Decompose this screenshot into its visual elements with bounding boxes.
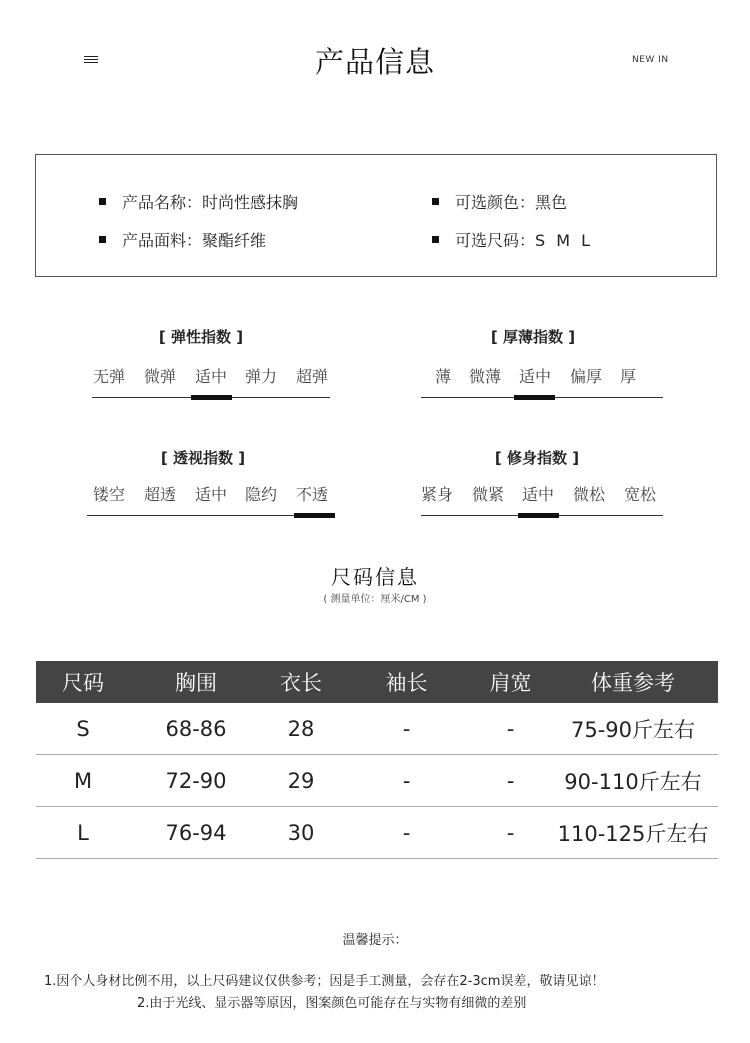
table-header-cell: 肩宽 [473,661,548,703]
table-cell: - [340,755,473,807]
info-label: 可选颜色： [455,193,536,212]
bullet-icon [99,236,106,243]
info-value: S M L [535,231,594,250]
index-selected-marker [514,395,555,400]
index-title: [ 透视指数 ] [160,449,246,467]
index-option: 无弹 [92,367,125,386]
new-in-tag: NEW IN [632,55,669,65]
index-option: 厚 [619,367,636,386]
table-row [36,755,718,807]
table-cell: 110-125斤左右 [548,807,718,859]
tip-line-1: 1.因个人身材比例不用，以上尺码建议仅供参考；因是手工测量，会存在2-3cm误差，敬请见谅！ [44,974,605,989]
table-cell: - [340,807,473,859]
page-title: 产品信息 [314,45,435,79]
info-product-name [99,190,298,213]
info-product-color [432,190,567,213]
table-cell: 68-86 [130,703,262,755]
table-cell: M [36,755,130,807]
table-header-cell: 尺码 [36,661,130,703]
info-label: 可选尺码： [455,231,536,250]
product-info-box [35,154,717,277]
index-selected-marker [294,513,335,518]
table-header-cell: 胸围 [130,661,262,703]
size-table [36,661,718,859]
index-option: 微紧 [471,485,504,504]
index-option: 超透 [143,485,176,504]
tip-line-2: 2.由于光线、显示器等原因，图案颜色可能存在与实物有细微的差别 [137,996,527,1011]
table-row [36,807,718,859]
info-value: 时尚性感抹胸 [202,193,299,212]
index-option: 弹力 [244,367,277,386]
index-option: 紧身 [420,485,453,504]
info-label: 产品名称： [122,193,203,212]
table-cell: - [340,703,473,755]
index-option: 适中 [518,367,551,386]
table-header-cell: 体重参考 [548,661,718,703]
size-unit-note: ( 测量单位：厘米/CM ) [323,594,427,605]
index-selected-marker [518,513,559,518]
index-title: [ 厚薄指数 ] [490,328,576,346]
index-title: [ 弹性指数 ] [158,328,244,346]
index-option: 微弹 [143,367,176,386]
index-option: 薄 [434,367,451,386]
info-label: 产品面料： [122,231,203,250]
bullet-icon [432,236,439,243]
table-cell: 90-110斤左右 [548,755,718,807]
info-product-fabric [99,228,266,251]
index-option: 微薄 [468,367,501,386]
index-option: 适中 [194,367,227,386]
table-header-row [36,661,718,703]
table-cell: 75-90斤左右 [548,703,718,755]
table-cell: - [473,755,548,807]
index-option: 宽松 [623,485,656,504]
table-cell: - [473,703,548,755]
info-value: 聚酯纤维 [202,231,267,250]
info-value: 黑色 [535,193,568,212]
table-cell: L [36,807,130,859]
index-option: 适中 [521,485,554,504]
info-product-size [432,228,593,251]
table-cell: 30 [262,807,340,859]
index-option: 偏厚 [569,367,602,386]
bullet-icon [432,198,439,205]
index-option: 微松 [572,485,605,504]
table-cell: - [473,807,548,859]
table-cell: 29 [262,755,340,807]
bullet-icon [99,198,106,205]
index-selected-marker [191,395,232,400]
index-title: [ 修身指数 ] [494,449,580,467]
table-cell: 72-90 [130,755,262,807]
table-row [36,703,718,755]
index-option: 不透 [295,485,328,504]
tips-title: 温馨提示： [342,933,408,948]
size-info-title: 尺码信息 [331,565,419,589]
table-header-cell: 衣长 [262,661,340,703]
table-cell: 28 [262,703,340,755]
table-header-cell: 袖长 [340,661,473,703]
index-option: 超弹 [295,367,328,386]
index-option: 适中 [194,485,227,504]
index-option: 镂空 [92,485,125,504]
table-cell: 76-94 [130,807,262,859]
index-option: 隐约 [244,485,277,504]
table-cell: S [36,703,130,755]
